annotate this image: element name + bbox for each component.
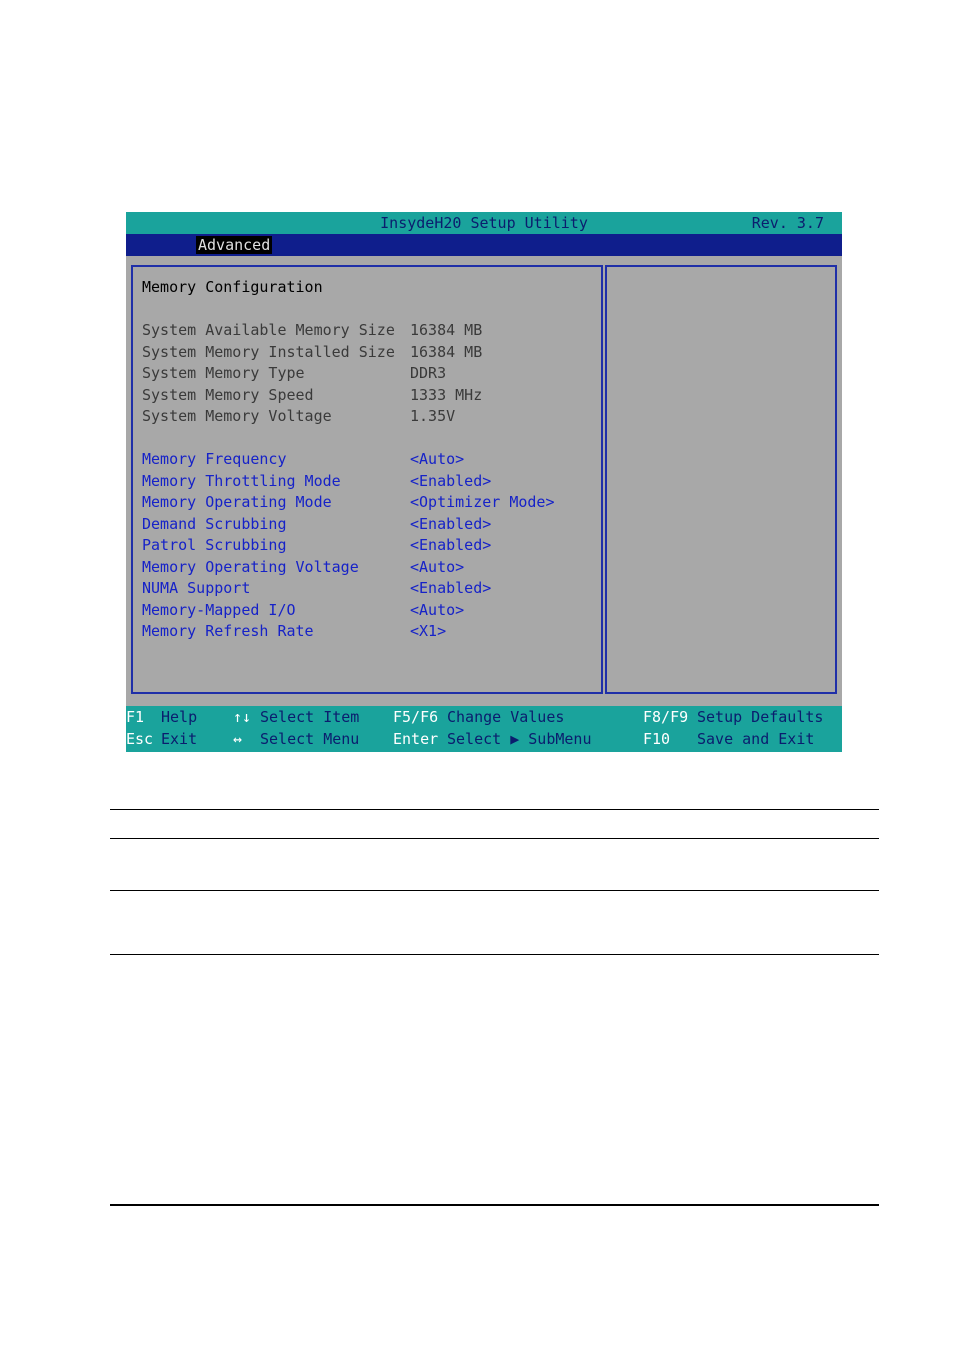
enter-desc: Select ▶ SubMenu xyxy=(447,730,592,748)
setting-label: Patrol Scrubbing xyxy=(142,536,287,554)
table-rule xyxy=(110,890,879,891)
setting-value[interactable]: <Enabled> xyxy=(410,579,492,597)
bios-setup-screen xyxy=(126,212,842,752)
info-label: System Memory Type xyxy=(142,364,305,382)
leftright-desc: Select Menu xyxy=(260,730,360,748)
setting-label: Memory Operating Voltage xyxy=(142,557,359,576)
updown-arrows-icon: ↑↓ xyxy=(233,708,252,726)
revision-label: Rev. 3.7 xyxy=(751,214,824,232)
section-title: Memory Configuration xyxy=(142,278,323,296)
setting-value[interactable]: <Auto> xyxy=(410,557,465,576)
tab-advanced[interactable]: Advanced xyxy=(198,236,271,254)
info-label: System Available Memory Size xyxy=(142,321,395,339)
help-pane xyxy=(605,265,837,694)
f1-desc: Help xyxy=(161,708,198,726)
setting-value[interactable]: <X1> xyxy=(410,622,447,640)
setting-label: NUMA Support xyxy=(142,579,251,597)
info-value: 1333 MHz xyxy=(410,385,483,404)
info-value: DDR3 xyxy=(410,364,447,382)
setting-label: Memory Refresh Rate xyxy=(142,622,314,640)
main-pane xyxy=(131,265,603,694)
setting-label: Memory Frequency xyxy=(142,450,287,468)
f1-key: F1 xyxy=(126,708,145,726)
setting-label: Memory Throttling Mode xyxy=(142,471,341,490)
f5f6-key: F5/F6 xyxy=(393,708,439,726)
setting-memory-refresh-rate[interactable] xyxy=(142,621,447,701)
esc-key: Esc xyxy=(126,730,154,748)
setting-value[interactable]: <Enabled> xyxy=(410,471,492,490)
enter-key: Enter xyxy=(393,730,439,748)
f5f6-desc: Change Values xyxy=(447,708,565,726)
table-rule xyxy=(110,809,879,810)
info-value: 16384 MB xyxy=(410,321,483,339)
setting-value[interactable]: <Enabled> xyxy=(410,514,492,533)
window-title: InsydeH20 Setup Utility xyxy=(380,214,588,232)
setting-label: Memory-Mapped I/O xyxy=(142,600,296,619)
info-label: System Memory Voltage xyxy=(142,407,332,425)
setting-value[interactable]: <Enabled> xyxy=(410,536,492,554)
setting-value[interactable]: <Auto> xyxy=(410,600,465,619)
setting-value[interactable]: <Optimizer Mode> xyxy=(410,493,555,511)
setting-value[interactable]: <Auto> xyxy=(410,450,465,468)
info-label: System Memory Speed xyxy=(142,385,314,404)
f8f9-key: F8/F9 xyxy=(643,708,689,726)
info-value: 1.35V xyxy=(410,407,456,425)
f10-desc: Save and Exit xyxy=(697,730,815,748)
info-label: System Memory Installed Size xyxy=(142,342,395,361)
title-bar xyxy=(126,212,842,234)
table-rule xyxy=(110,954,879,955)
leftright-arrows-icon: ↔ xyxy=(233,730,243,748)
f10-key: F10 xyxy=(643,730,671,748)
key-help-footer xyxy=(126,706,842,752)
page-footer-rule xyxy=(110,1204,879,1206)
f8f9-desc: Setup Defaults xyxy=(697,708,824,726)
setting-label: Demand Scrubbing xyxy=(142,514,287,533)
updown-desc: Select Item xyxy=(260,708,360,726)
menu-bar xyxy=(126,234,842,256)
info-value: 16384 MB xyxy=(410,342,483,361)
esc-desc: Exit xyxy=(161,730,198,748)
setting-label: Memory Operating Mode xyxy=(142,493,332,511)
table-rule xyxy=(110,838,879,839)
